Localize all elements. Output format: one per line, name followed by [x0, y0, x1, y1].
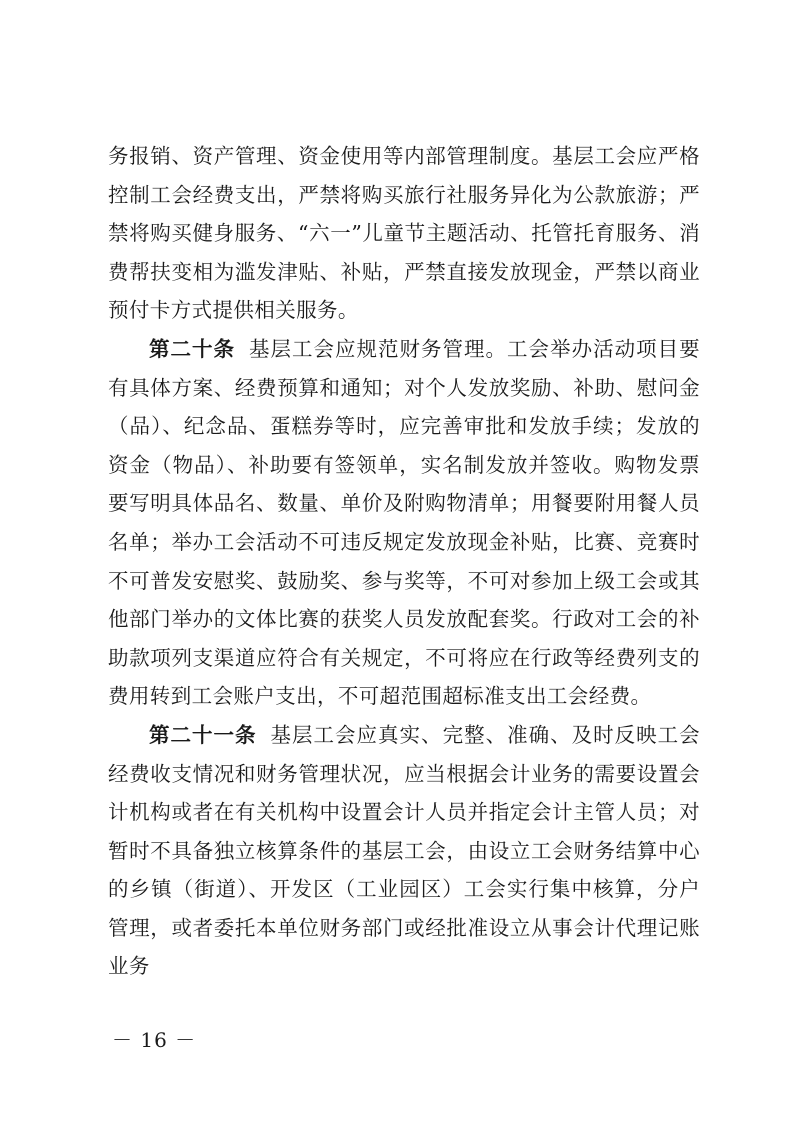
article-number: 第二十条 — [149, 336, 236, 361]
document-body — [108, 137, 700, 986]
paragraph-text: 务报销、资产管理、资金使用等内部管理制度。基层工会应严格控制工会经费支出，严禁将购买旅行社服务异化为公款旅游；严禁将购买健身服务、“六一”儿童节主题活动、托管托育服务、消费帮扶变相为滥发津贴、补贴，严禁直接发放现金，严禁以商业预付卡方式提供相关服务。 — [108, 144, 700, 323]
article-number: 第二十一条 — [149, 722, 257, 747]
page-number: － 16 － — [112, 1028, 197, 1052]
paragraph-text: 基层工会应规范财务管理。工会举办活动项目要有具体方案、经费预算和通知；对个人发放奖励、补助、慰问金（品）、纪念品、蛋糕券等时，应完善审批和发放手续；发放的资金（物品）、补助要有签领单，实名制发放并签收。购物发票要写明具体品名、数量、单价及附购物清单；用餐要附用餐人员名单；举办工会活动不可违反规定发放现金补贴，比赛、竞赛时不可普发安慰奖、鼓励奖、参与奖等，不可对参加上级工会或其他部门举办的文体比赛的获奖人员发放配套奖。行政对工会的补助款项列支渠道应符合有关规定，不可将应在行政等经费列支的费用转到工会账户支出，不可超范围超标准支出工会经费。 — [108, 336, 700, 709]
paragraph-text: 基层工会应真实、完整、准确、及时反映工会经费收支情况和财务管理状况，应当根据会计业务的需要设置会计机构或者在有关机构中设置会计人员并指定会计主管人员；对暂时不具备独立核算条件的基层工会，由设立工会财务结算中心的乡镇（街道）、开发区（工业园区）工会实行集中核算，分户管理，或者委托本单位财务部门或经批准设立从事会计代理记账业务 — [108, 722, 701, 979]
paragraph-continuation — [108, 137, 700, 330]
paragraph-article-20 — [108, 330, 700, 716]
paragraph-article-21 — [108, 716, 700, 986]
